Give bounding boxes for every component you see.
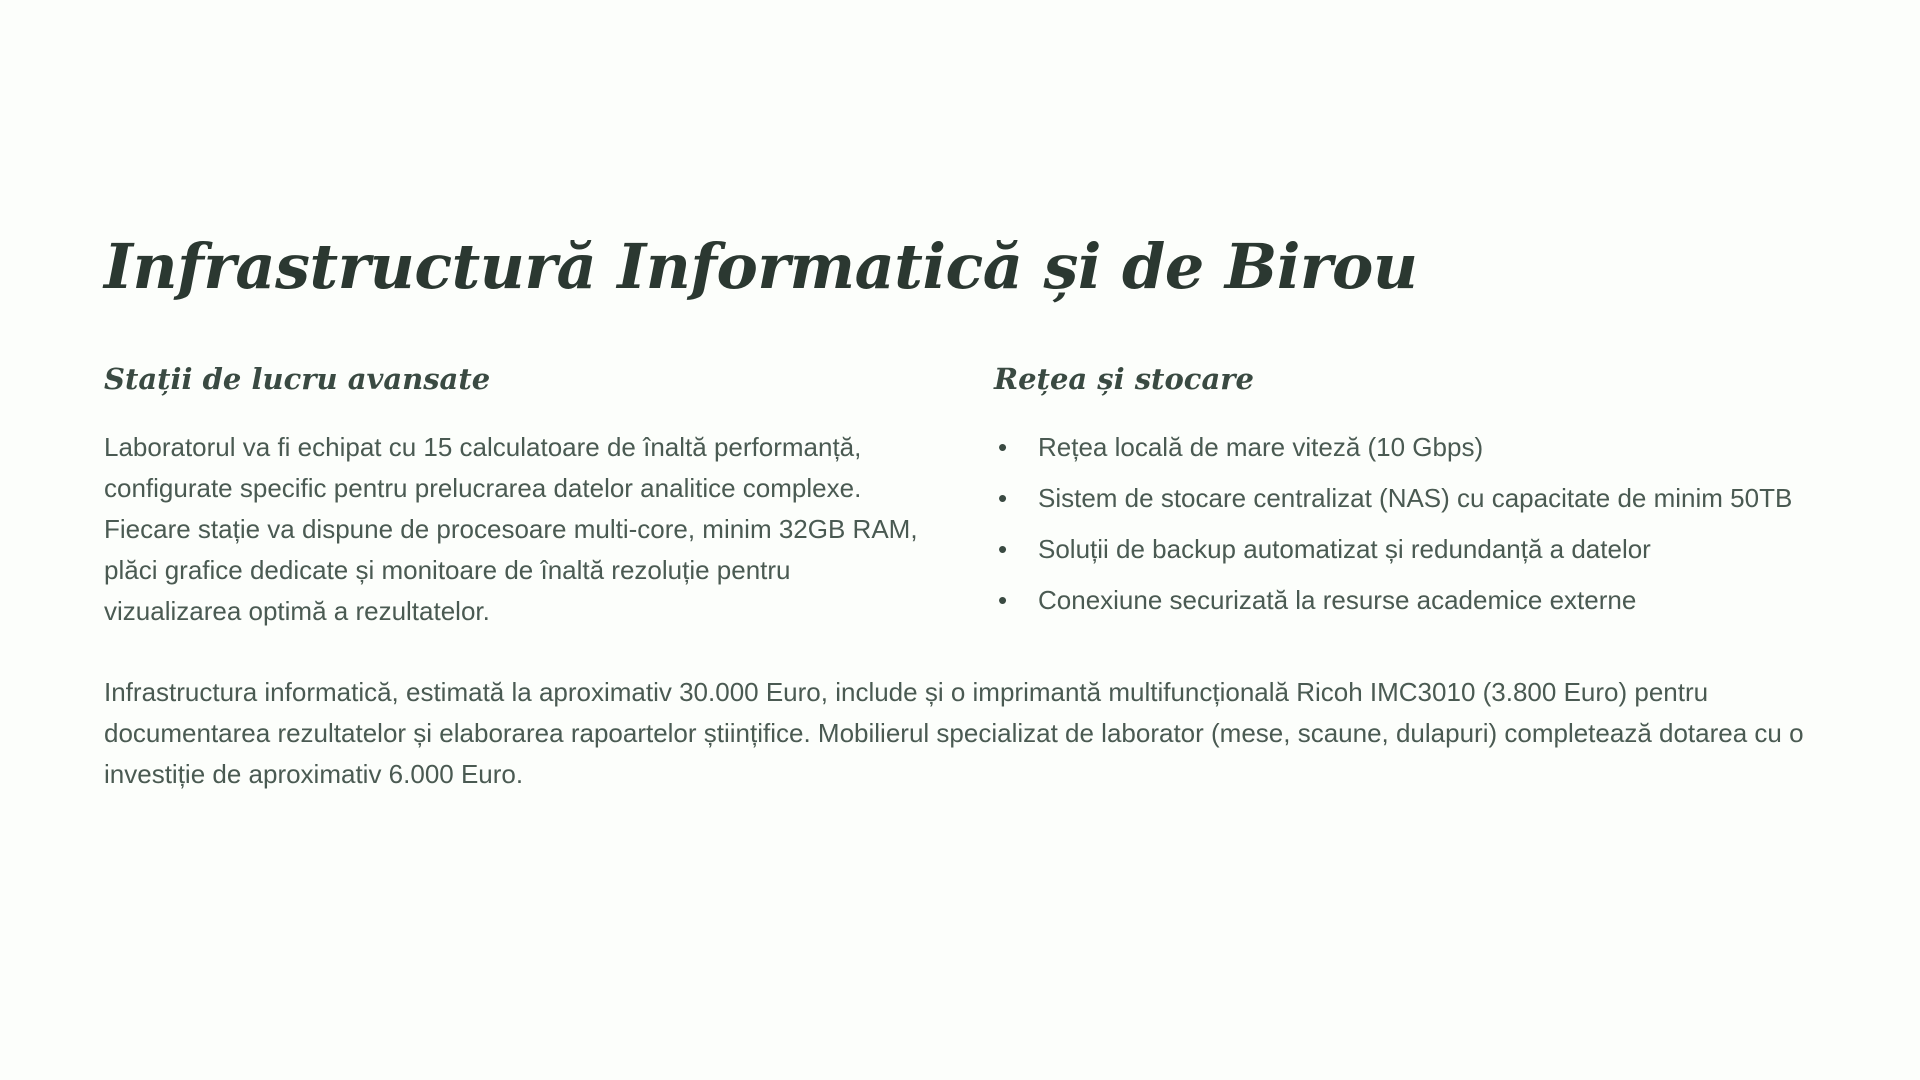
list-item-text: Conexiune securizată la resurse academice externe bbox=[1038, 585, 1637, 616]
summary-paragraph: Infrastructura informatică, estimată la aproximativ 30.000 Euro, include și o imprimantă multifuncțională Ricoh IMC3010 (3.800 Euro) pentru documentarea rezultatelor și elaborarea rapoartelor științifice. Mobilierul specializat de laborator (mese, scaune, dulapuri) completează dotarea cu o investiție de aproximativ 6.000 Euro. bbox=[104, 677, 1804, 790]
bullet-icon: • bbox=[998, 585, 1008, 616]
list-item bbox=[994, 529, 1814, 570]
workstations-description: Laboratorul va fi echipat cu 15 calculatoare de înaltă performanță, configurate specific pentru prelucrarea datelor analitice complexe. Fiecare stație va dispune de procesoare multi-core, minim 32GB RAM, plăci grafice dedicate și monitoare de înaltă rezoluție pentru vizualizarea optimă a rezultatelor. bbox=[104, 432, 918, 627]
list-item-text: Rețea locală de mare viteză (10 Gbps) bbox=[1038, 432, 1484, 463]
workstations-column bbox=[104, 362, 924, 632]
network-storage-column bbox=[994, 362, 1814, 632]
bullet-icon: • bbox=[998, 534, 1008, 565]
bullet-icon: • bbox=[998, 432, 1008, 463]
network-storage-heading: Rețea și stocare bbox=[994, 362, 1254, 397]
list-item bbox=[994, 478, 1814, 519]
list-item-text: Soluții de backup automatizat și redundanță a datelor bbox=[1038, 534, 1651, 565]
list-item bbox=[994, 427, 1814, 468]
bullet-icon: • bbox=[998, 483, 1008, 514]
list-item-text: Sistem de stocare centralizat (NAS) cu capacitate de minim 50TB bbox=[1038, 483, 1793, 514]
list-item bbox=[994, 580, 1814, 621]
network-storage-list bbox=[994, 427, 1814, 621]
slide-title: Infrastructură Informatică și de Birou bbox=[104, 230, 1418, 303]
content-columns bbox=[104, 362, 1816, 632]
workstations-heading: Stații de lucru avansate bbox=[104, 362, 491, 397]
